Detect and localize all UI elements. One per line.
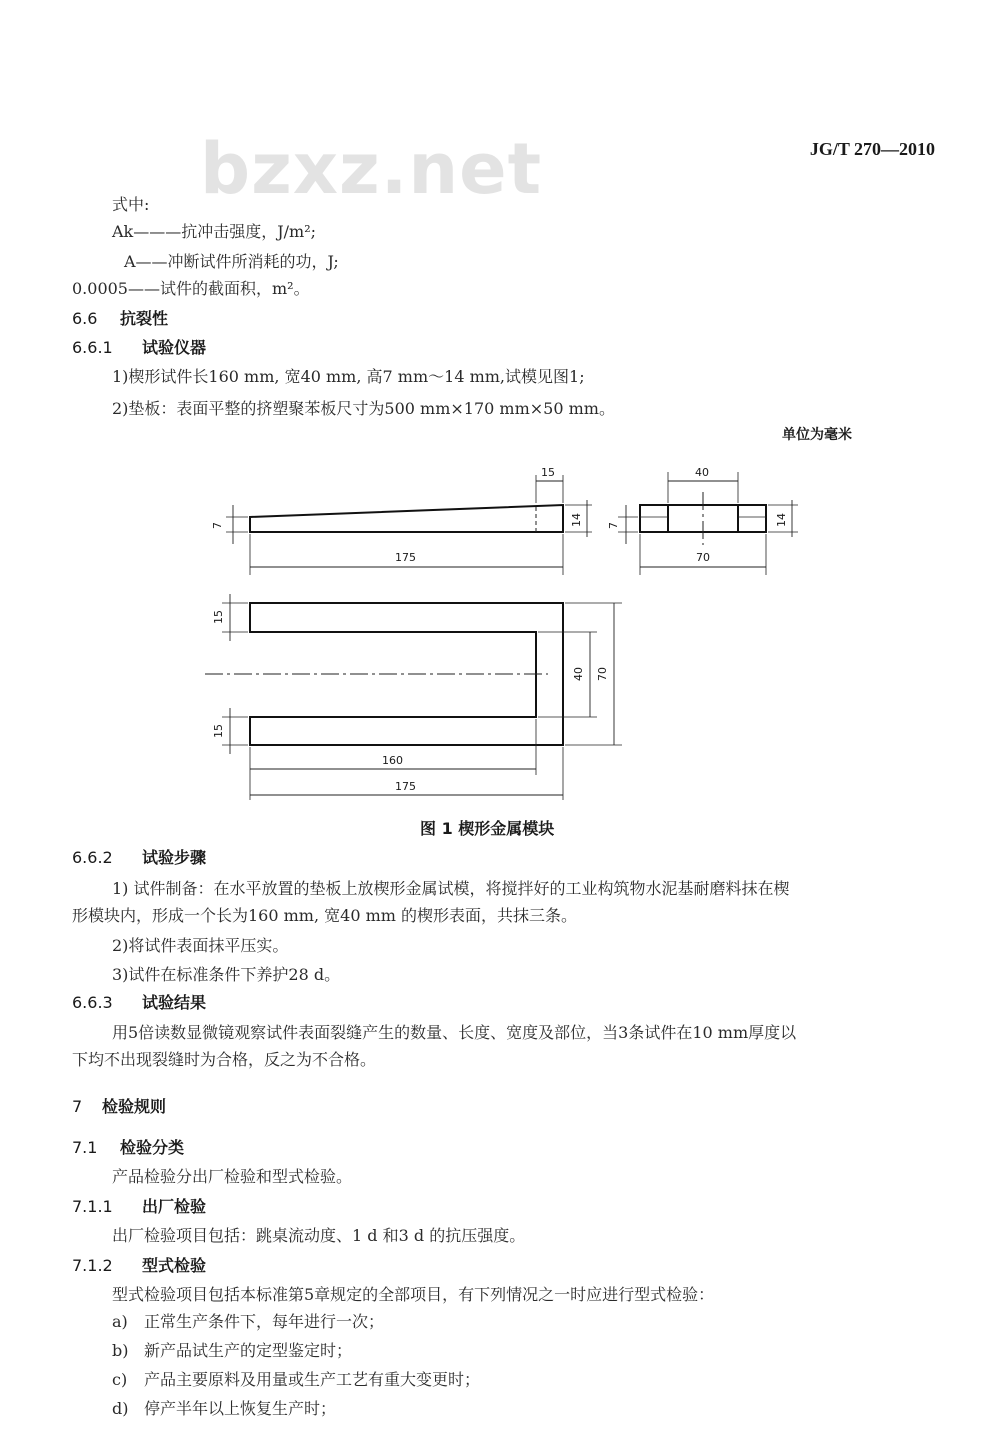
- list-item: [112, 1367, 480, 1390]
- section-7-1-1: [72, 1194, 206, 1217]
- section-number: 7.1: [72, 1138, 98, 1157]
- dim-label: 14: [570, 513, 583, 527]
- section-title: 试验结果: [142, 993, 207, 1012]
- section-6-6-2: [72, 845, 206, 868]
- list-item: [112, 1338, 352, 1361]
- var-area: 0.0005——试件的截面积，m²。: [72, 279, 310, 298]
- dim-label: 15: [212, 724, 225, 738]
- side-view: [211, 466, 592, 575]
- paragraph: 产品检验分出厂检验和型式检验。: [112, 1167, 353, 1186]
- dim-label: 70: [596, 667, 609, 681]
- section-number: 6.6: [72, 309, 98, 328]
- plan-view: [205, 594, 622, 800]
- dim-label: 14: [775, 513, 788, 527]
- section-title: 检验规则: [102, 1097, 167, 1116]
- paragraph: 型式检验项目包括本标准第5章规定的全部项目，有下列情况之一时应进行型式检验：: [112, 1285, 715, 1304]
- var-a: A——冲断试件所消耗的功，J;: [124, 252, 339, 271]
- list-item-text: 新产品试生产的定型鉴定时；: [144, 1341, 353, 1360]
- wedge-outline: [250, 505, 563, 532]
- paragraph: 2)将试件表面抹平压实。: [112, 936, 289, 955]
- section-6-6: [72, 306, 168, 329]
- paragraph: 1)楔形试件长160 mm, 宽40 mm, 高7 mm～14 mm,试模见图1;: [112, 367, 585, 386]
- section-title: 试验步骤: [142, 848, 207, 867]
- section-title: 试验仪器: [142, 338, 207, 357]
- dim-label: 175: [395, 551, 416, 564]
- section-title: 抗裂性: [120, 309, 169, 328]
- unit-note: 单位为毫米: [782, 427, 852, 443]
- section-number: 7.1.2: [72, 1256, 113, 1275]
- paragraph: 用5倍读数显微镜观察试件表面裂缝产生的数量、长度、宽度及部位，当3条试件在10 mm厚度以: [112, 1023, 797, 1042]
- dim-label: 40: [572, 667, 585, 681]
- paragraph: 3)试件在标准条件下养护28 d。: [112, 965, 341, 984]
- section-number: 6.6.2: [72, 848, 113, 867]
- var-ak: Ak———抗冲击强度，J/m²;: [112, 222, 317, 241]
- dim-label: 175: [395, 780, 416, 793]
- paragraph: 形模块内，形成一个长为160 mm, 宽40 mm 的楔形表面，共抹三条。: [72, 906, 578, 925]
- list-item: [112, 1309, 384, 1332]
- dim-label: 15: [212, 610, 225, 624]
- section-title: 检验分类: [120, 1138, 185, 1157]
- list-marker: c): [112, 1370, 128, 1389]
- formula-intro: 式中:: [112, 195, 150, 214]
- list-item: [112, 1396, 336, 1419]
- figure-caption: 图 1 楔形金属模块: [420, 819, 555, 838]
- list-item-text: 正常生产条件下，每年进行一次；: [144, 1312, 385, 1331]
- paragraph: 2)垫板：表面平整的挤塑聚苯板尺寸为500 mm×170 mm×50 mm。: [112, 399, 615, 418]
- dim-label: 160: [382, 754, 403, 767]
- section-6-6-3: [72, 990, 206, 1013]
- dim-label: 15: [541, 466, 555, 479]
- section-6-6-1: [72, 335, 206, 358]
- section-number: 6.6.3: [72, 993, 113, 1012]
- dim-label: 7: [211, 522, 224, 529]
- paragraph: 下均不出现裂缝时为合格，反之为不合格。: [72, 1050, 377, 1069]
- figure-1-drawing: [0, 440, 1000, 820]
- list-item-text: 停产半年以上恢复生产时；: [144, 1399, 337, 1418]
- section-title: 出厂检验: [142, 1197, 207, 1216]
- watermark: bzxz.net: [200, 128, 543, 210]
- section-number: 7: [72, 1097, 83, 1116]
- list-item-text: 产品主要原料及用量或生产工艺有重大变更时；: [144, 1370, 481, 1389]
- paragraph: 出厂检验项目包括：跳桌流动度、1 d 和3 d 的抗压强度。: [112, 1226, 526, 1245]
- paragraph: 1) 试件制备：在水平放置的垫板上放楔形金属试模，将搅拌好的工业构筑物水泥基耐磨料抹在楔: [112, 879, 790, 898]
- section-7-1-2: [72, 1253, 206, 1276]
- section-number: 7.1.1: [72, 1197, 113, 1216]
- dim-label: 70: [696, 551, 710, 564]
- list-marker: b): [112, 1341, 129, 1360]
- list-marker: d): [112, 1399, 129, 1418]
- section-7-1: [72, 1135, 184, 1158]
- section-number: 6.6.1: [72, 338, 113, 357]
- dim-label: 7: [607, 522, 620, 529]
- list-marker: a): [112, 1312, 128, 1331]
- section-title: 型式检验: [142, 1256, 207, 1275]
- dim-label: 40: [695, 466, 709, 479]
- end-view: [607, 466, 798, 575]
- section-7: [72, 1094, 166, 1117]
- standard-number: JG/T 270—2010: [809, 139, 935, 159]
